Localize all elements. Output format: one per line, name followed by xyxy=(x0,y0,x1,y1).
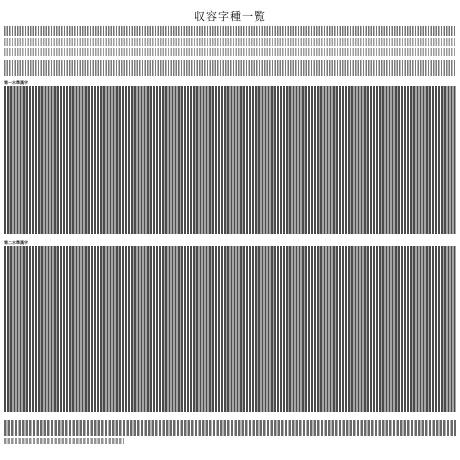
symbol-glyph-row xyxy=(4,26,456,36)
extra-glyph-rows xyxy=(4,438,124,444)
level2-kanji-grid xyxy=(4,246,456,412)
section-heading-level1: 第一水準漢字 xyxy=(4,80,28,85)
section-heading-level2: 第二水準漢字 xyxy=(4,240,28,245)
extra-glyph-rows xyxy=(4,420,456,436)
symbol-glyph-row xyxy=(4,48,456,56)
page-title: 収容字種一覧 xyxy=(194,10,266,23)
kana-glyph-rows xyxy=(4,60,456,76)
latin-glyph-row xyxy=(4,38,456,46)
level1-kanji-grid xyxy=(4,86,456,234)
